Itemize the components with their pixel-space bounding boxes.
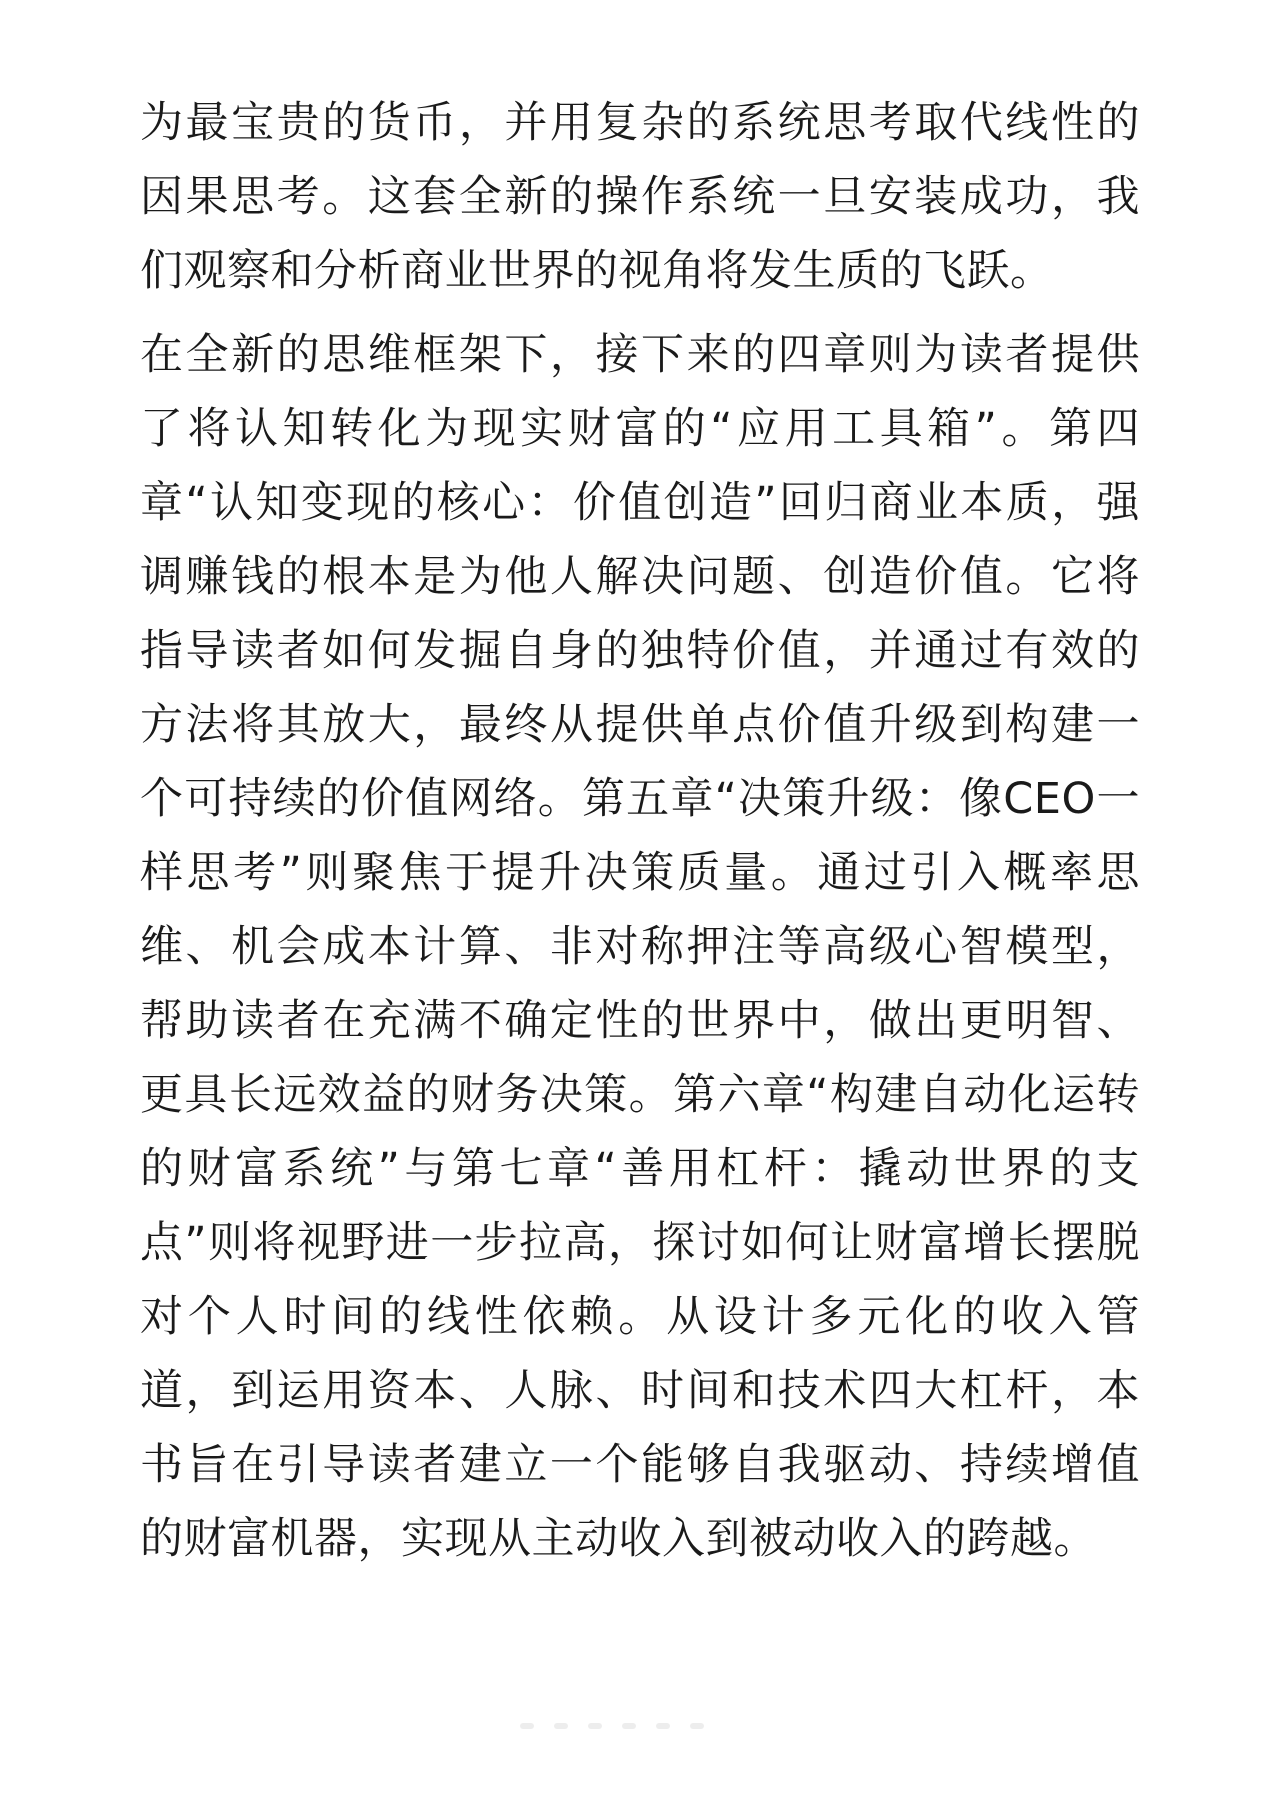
document-body	[140, 86, 1140, 1576]
footer-dot	[656, 1723, 670, 1729]
footer-dot	[622, 1723, 636, 1729]
footer-dot	[588, 1723, 602, 1729]
paragraph-2: 在全新的思维框架下，接下来的四章则为读者提供了将认知转化为现实财富的“应用工具箱”。第四章“认知变现的核心：价值创造”回归商业本质，强调赚钱的根本是为他人解决问题、创造价值。它将指导读者如何发掘自身的独特价值，并通过有效的方法将其放大，最终从提供单点价值升级到构建一个可持续的价值网络。第五章“决策升级：像CEO一样思考”则聚焦于提升决策质量。通过引入概率思维、机会成本计算、非对称押注等高级心智模型，帮助读者在充满不确定性的世界中，做出更明智、更具长远效益的财务决策。第六章“构建自动化运转的财富系统”与第七章“善用杠杆：撬动世界的支点”则将视野进一步拉高，探讨如何让财富增长摆脱对个人时间的线性依赖。从设计多元化的收入管道，到运用资本、人脉、时间和技术四大杠杆，本书旨在引导读者建立一个能够自我驱动、持续增值的财富机器，实现从主动收入到被动收入的跨越。	[140, 330, 1140, 1564]
footer-dot	[690, 1723, 704, 1729]
faint-footer-mark	[520, 1716, 760, 1728]
footer-dot	[554, 1723, 568, 1729]
footer-dot	[520, 1723, 534, 1729]
paragraph-1: 为最宝贵的货币，并用复杂的系统思考取代线性的因果思考。这套全新的操作系统一旦安装成功，我们观察和分析商业世界的视角将发生质的飞跃。	[140, 98, 1140, 296]
